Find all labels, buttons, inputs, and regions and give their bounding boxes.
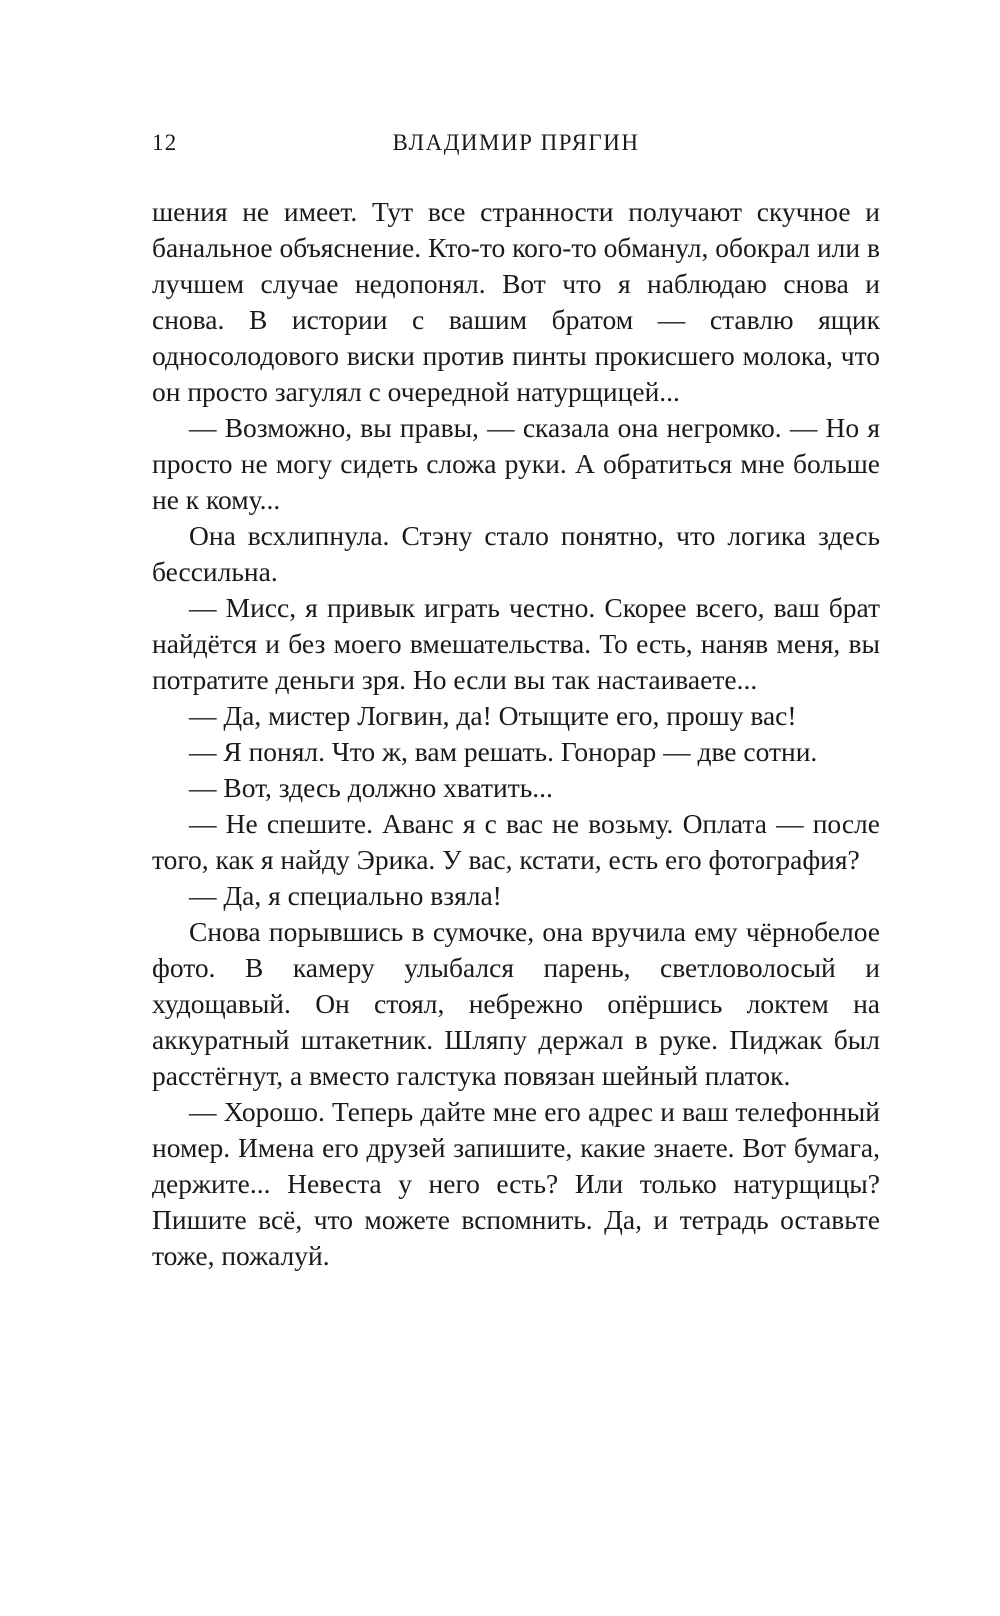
paragraph: — Я понял. Что ж, вам решать. Гонорар — две сотни. <box>189 736 818 767</box>
paragraph: — Хорошо. Теперь дайте мне его адрес и ваш телефонный номер. Имена его друзей запишите, какие знаете. Вот бумага, держите... Невеста у него есть? Или только натурщицы? Пишите всё, что можете вспомнить. Да, и тетрадь оставьте тоже, пожалуй. <box>152 1096 880 1271</box>
paragraph: Снова порывшись в сумочке, она вручила ему чёрнобелое фото. В камеру улыбался парень, светловолосый и худощавый. Он стоял, небрежно опёршись локтем на аккуратный штакетник. Шляпу держал в руке. Пиджак был расстёгнут, а вместо галстука повязан шейный платок. <box>152 916 880 1091</box>
paragraph: — Не спешите. Аванс я с вас не возьму. Оплата — после того, как я найду Эрика. У вас, кстати, есть его фотография? <box>152 808 880 875</box>
paragraph: — Мисс, я привык играть честно. Скорее всего, ваш брат найдётся и без моего вмешательства. То есть, наняв меня, вы потратите деньги зря. Но если вы так настаиваете... <box>152 592 880 695</box>
paragraph: Она всхлипнула. Стэну стало понятно, что логика здесь бессильна. <box>152 520 880 587</box>
body-text <box>152 194 880 1274</box>
paragraph: — Вот, здесь должно хватить... <box>189 772 553 803</box>
paragraph: — Возможно, вы правы, — сказала она негромко. — Но я просто не могу сидеть сложа руки. А обратиться мне больше не к кому... <box>152 412 880 515</box>
paragraph: шения не имеет. Тут все странности получают скучное и банальное объяснение. Кто-то кого-то обманул, обокрал или в лучшем случае недопонял. Вот что я наблюдаю снова и снова. В истории с вашим братом — ставлю ящик односолодового виски против пинты прокисшего молока, что он просто загулял с очередной натурщицей... <box>152 196 880 407</box>
paragraph: — Да, я специально взяла! <box>189 880 502 911</box>
running-head-author: ВЛАДИМИР ПРЯГИН <box>392 130 640 155</box>
running-head <box>152 122 880 162</box>
page-number: 12 <box>152 130 178 155</box>
paragraph: — Да, мистер Логвин, да! Отыщите его, прошу вас! <box>189 700 797 731</box>
